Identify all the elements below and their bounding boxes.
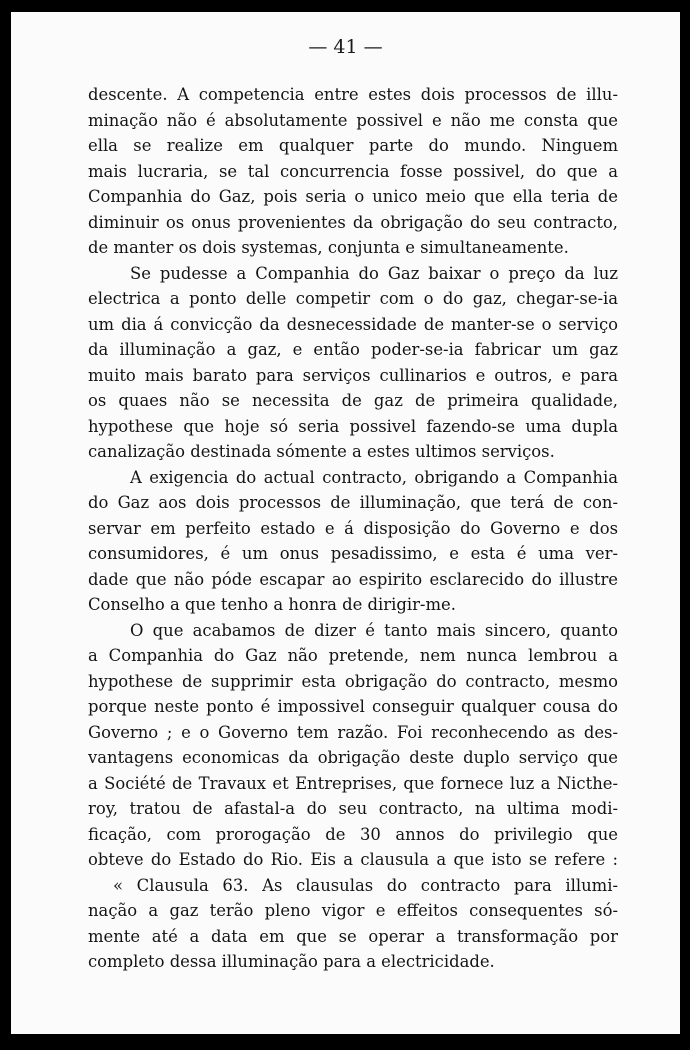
text-line: canalização destinada sómente a estes ultimos serviços. — [88, 442, 555, 461]
text-line: os quaes não se necessita de gaz de primeira qualidade, — [88, 391, 618, 410]
text-line: minação não é absolutamente possivel e não me consta que — [88, 110, 618, 130]
text-line: Se pudesse a Companhia do Gaz baixar o preço da luz — [130, 263, 618, 283]
text-line: diminuir os onus provenientes da obrigação do seu contracto, — [88, 212, 618, 232]
text-line: consumidores, é um onus pesadissimo, e esta é uma ver- — [88, 544, 618, 563]
text-line: porque neste ponto é impossivel conseguir qualquer cousa do — [88, 697, 618, 716]
text-line: mente até a data em que se operar a transformação por — [88, 926, 618, 946]
text-line: Conselho a que tenho a honra de dirigir-me. — [88, 595, 456, 614]
text-line: dade que não póde escapar ao espirito esclarecido do illustre — [88, 569, 618, 589]
text-line: Companhia do Gaz, pois seria o unico meio que ella teria de — [88, 187, 618, 206]
page-number: — 41 — — [308, 36, 383, 58]
text-line: do Gaz aos dois processos de illuminação, que terá de con- — [88, 493, 618, 512]
body-text — [88, 82, 618, 975]
text-line: a Société de Travaux et Entreprises, que fornece luz a Nicthe- — [88, 773, 618, 793]
text-line: roy, tratou de afastal-a do seu contracto, na ultima modi- — [88, 799, 618, 818]
text-line: um dia á convicção da desnecessidade de manter-se o serviço — [88, 314, 618, 334]
text-line: servar em perfeito estado e á disposição do Governo e dos — [88, 518, 618, 538]
text-line: electrica a ponto delle competir com o do gaz, chegar-se-ia — [88, 289, 618, 308]
text-line: muito mais barato para serviços cullinarios e outros, e para — [88, 365, 618, 385]
text-line: descente. A competencia entre estes dois processos de illu- — [88, 85, 618, 104]
text-line: a Companhia do Gaz não pretende, nem nunca lembrou a — [88, 646, 618, 665]
text-line: obteve do Estado do Rio. Eis a clausula a que isto se refere : — [88, 850, 618, 869]
text-line: hypothese que hoje só seria possivel fazendo-se uma dupla — [88, 416, 618, 436]
text-line: ficação, com prorogação de 30 annos do privilegio que — [88, 824, 618, 844]
text-line: da illuminação a gaz, e então poder-se-ia fabricar um gaz — [88, 340, 618, 359]
text-line: completo dessa illuminação para a electricidade. — [88, 952, 495, 971]
text-line: hypothese de supprimir esta obrigação do contracto, mesmo — [88, 671, 618, 691]
text-line: ella se realize em qualquer parte do mundo. Ninguem — [88, 136, 618, 155]
text-line: de manter os dois systemas, conjunta e simultaneamente. — [88, 238, 569, 257]
text-line: vantagens economicas da obrigação deste duplo serviço que — [88, 748, 618, 767]
text-line: « Clausula 63. As clausulas do contracto para illumi- — [113, 875, 618, 895]
text-line: Governo ; e o Governo tem razão. Foi reconhecendo as des- — [88, 722, 618, 742]
text-line: mais lucraria, se tal concurrencia fosse possivel, do que a — [88, 161, 618, 181]
text-line: A exigencia do actual contracto, obrigando a Companhia — [130, 467, 618, 487]
book-page — [11, 12, 680, 1034]
text-line: nação a gaz terão pleno vigor e effeitos consequentes só- — [88, 901, 618, 920]
text-line: O que acabamos de dizer é tanto mais sincero, quanto — [130, 620, 618, 640]
